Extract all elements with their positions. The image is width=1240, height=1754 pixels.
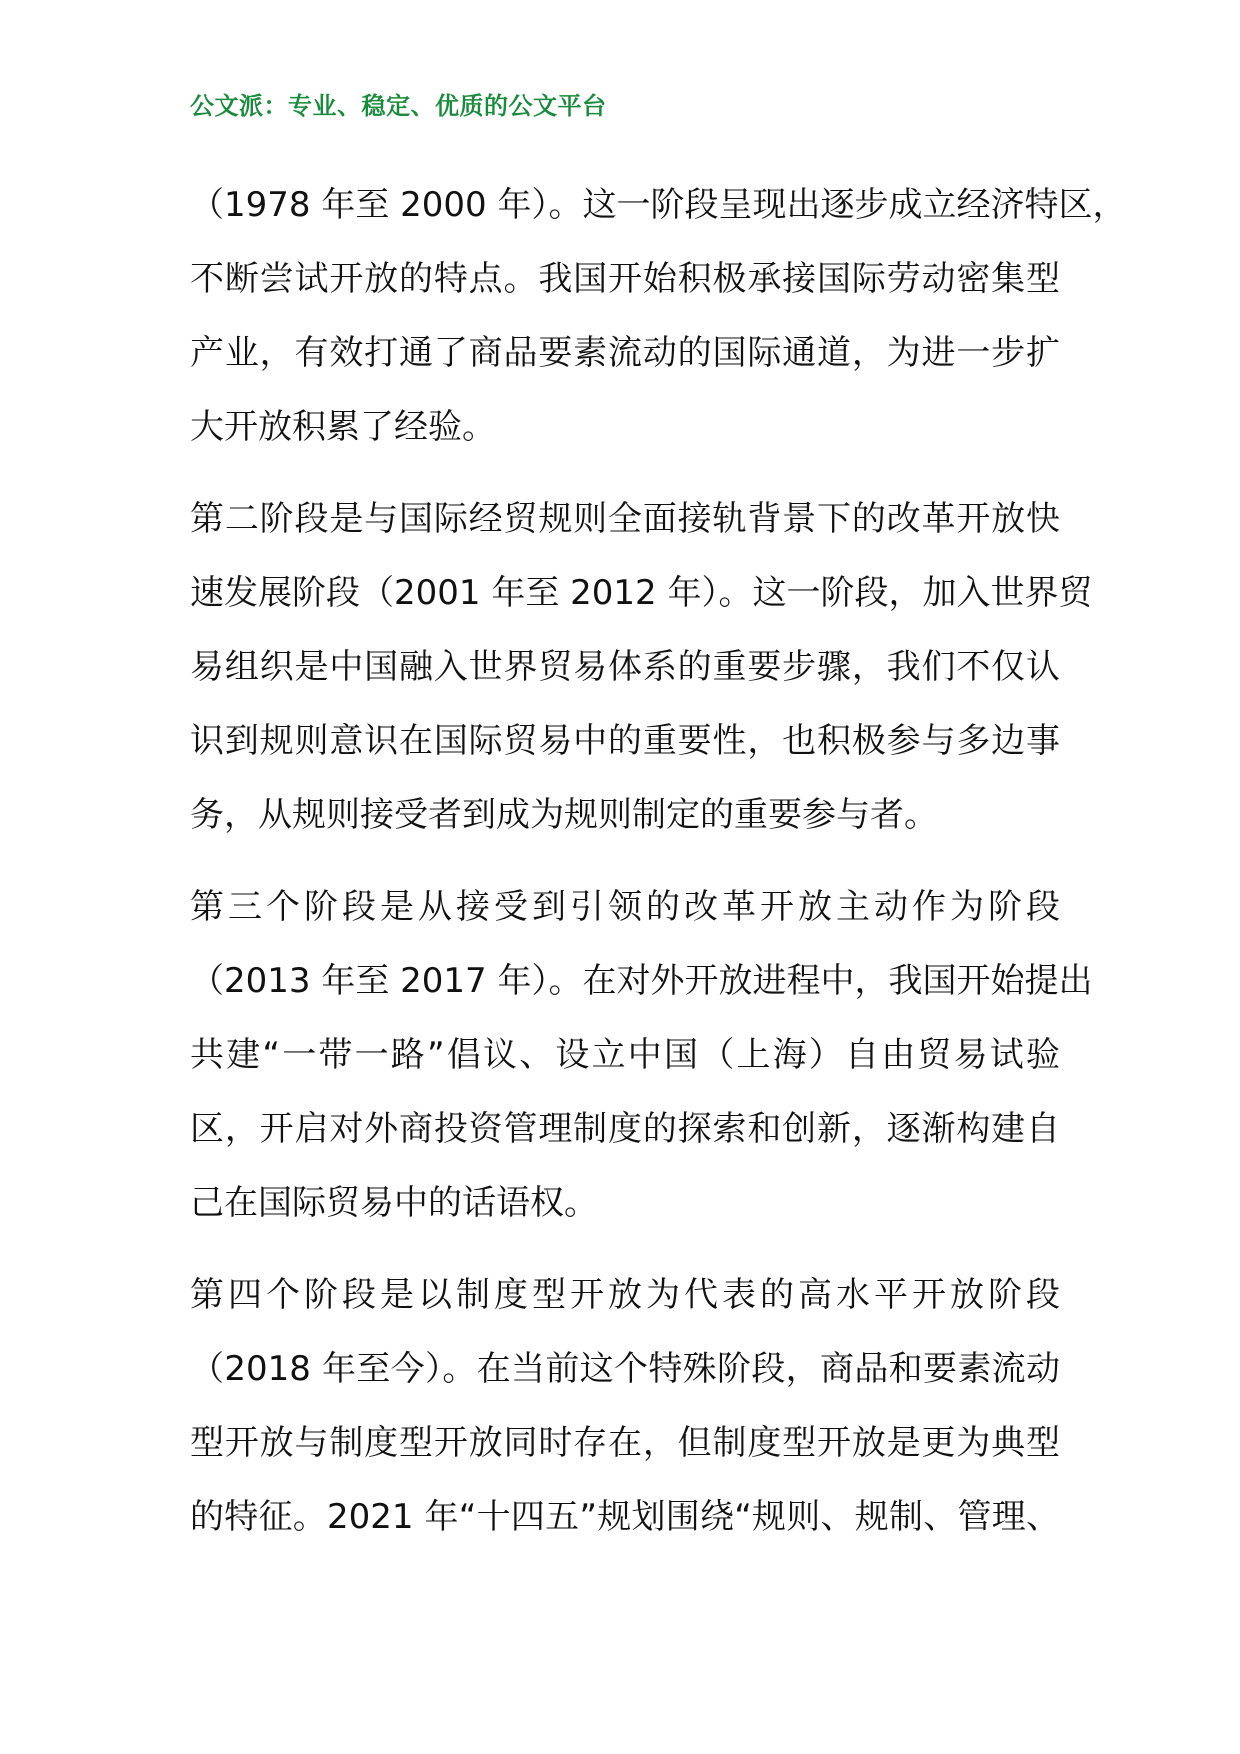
text-line: 区，开启对外商投资管理制度的探索和创新，逐渐构建自 bbox=[190, 1109, 1060, 1149]
text-line: 速发展阶段（2001 年至 2012 年）。这一阶段，加入世界贸 bbox=[190, 573, 1093, 613]
paragraph-1 bbox=[190, 168, 1127, 464]
text-line: 第二阶段是与国际经贸规则全面接轨背景下的改革开放快 bbox=[190, 499, 1060, 539]
text-line: 共建“一带一路”倡议、设立中国（上海）自由贸易试验 bbox=[190, 1035, 1060, 1075]
text-line: 第四个阶段是以制度型开放为代表的高水平开放阶段 bbox=[190, 1275, 1060, 1315]
text-line: （2018 年至今）。在当前这个特殊阶段，商品和要素流动 bbox=[190, 1349, 1060, 1389]
text-line: 务，从规则接受者到成为规则制定的重要参与者。 bbox=[190, 795, 938, 835]
text-line: 不断尝试开放的特点。我国开始积极承接国际劳动密集型 bbox=[190, 259, 1060, 299]
text-line: （2013 年至 2017 年）。在对外开放进程中，我国开始提出 bbox=[190, 961, 1093, 1001]
text-line: 大开放积累了经验。 bbox=[190, 407, 496, 447]
text-line: 第三个阶段是从接受到引领的改革开放主动作为阶段 bbox=[190, 887, 1060, 927]
paragraph-4 bbox=[190, 1258, 1090, 1554]
text-line: 型开放与制度型开放同时存在，但制度型开放是更为典型 bbox=[190, 1423, 1060, 1463]
document-body bbox=[190, 168, 1127, 1572]
text-line: （1978 年至 2000 年）。这一阶段呈现出逐步成立经济特区， bbox=[190, 185, 1127, 225]
site-header: 公文派：专业、稳定、优质的公文平台 bbox=[190, 92, 607, 120]
text-line: 易组织是中国融入世界贸易体系的重要步骤，我们不仅认 bbox=[190, 647, 1060, 687]
text-line: 识到规则意识在国际贸易中的重要性，也积极参与多边事 bbox=[190, 721, 1060, 761]
paragraph-2 bbox=[190, 482, 1093, 852]
text-line: 己在国际贸易中的话语权。 bbox=[190, 1183, 598, 1223]
paragraph-3 bbox=[190, 870, 1093, 1240]
text-line: 的特征。2021 年“十四五”规划围绕“规则、规制、管理、 bbox=[190, 1497, 1060, 1537]
text-line: 产业，有效打通了商品要素流动的国际通道，为进一步扩 bbox=[190, 333, 1060, 373]
